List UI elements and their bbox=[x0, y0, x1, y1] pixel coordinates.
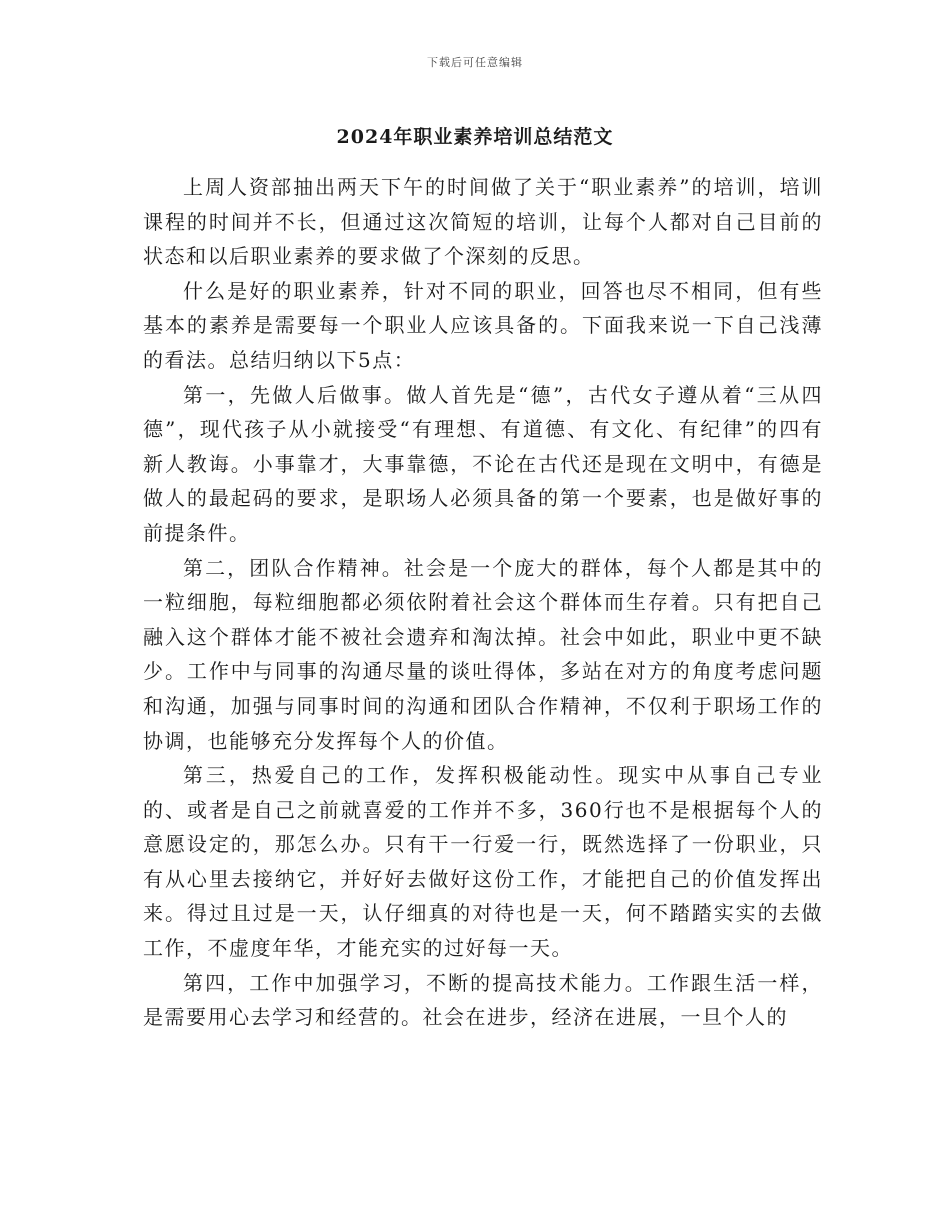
paragraph-5: 第三，热爱自己的工作，发挥积极能动性。现实中从事自己专业的、或者是自己之前就喜爱的工作并不多，360行也不是根据每个人的意愿设定的，那怎么办。只有干一行爱一行，既然选择了一份职业，只有从心里去接纳它，并好好去做好这份工作，才能把自己的价值发挥出来。得过且过是一天，认仔细真的对待也是一天，何不踏踏实实的去做工作，不虚度年华，才能充实的过好每一天。 bbox=[143, 763, 823, 961]
document-title: 2024年职业素养培训总结范文 bbox=[336, 126, 614, 148]
paragraph-6: 第四，工作中加强学习，不断的提高技术能力。工作跟生活一样，是需要用心去学习和经营的。社会在进步，经济在进展，一旦个人的 bbox=[143, 970, 823, 1030]
paragraph-2: 什么是好的职业素养，针对不同的职业，回答也尽不相同，但有些基本的素养是需要每一个职业人应该具备的。下面我来说一下自己浅薄的看法。总结归纳以下5点： bbox=[143, 278, 823, 372]
document-body bbox=[143, 170, 823, 1035]
paragraph-4: 第二，团队合作精神。社会是一个庞大的群体，每个人都是其中的一粒细胞，每粒细胞都必须依附着社会这个群体而生存着。只有把自己融入这个群体才能不被社会遗弃和淘汰掉。社会中如此，职业中更不缺少。工作中与同事的沟通尽量的谈吐得体，多站在对方的角度考虑问题和沟通，加强与同事时间的沟通和团队合作精神，不仅利于职场工作的协调，也能够充分发挥每个人的价值。 bbox=[143, 555, 823, 753]
page-header-note: 下载后可任意编辑 bbox=[427, 56, 523, 69]
paragraph-3: 第一，先做人后做事。做人首先是“德”，古代女子遵从着“三从四德”，现代孩子从小就接受“有理想、有道德、有文化、有纪律”的四有新人教诲。小事靠才，大事靠德，不论在古代还是现在文明中，有德是做人的最起码的要求，是职场人必须具备的第一个要素，也是做好事的前提条件。 bbox=[143, 382, 823, 545]
paragraph-1: 上周人资部抽出两天下午的时间做了关于“职业素养”的培训，培训课程的时间并不长，但通过这次简短的培训，让每个人都对自己目前的状态和以后职业素养的要求做了个深刻的反思。 bbox=[143, 175, 823, 269]
